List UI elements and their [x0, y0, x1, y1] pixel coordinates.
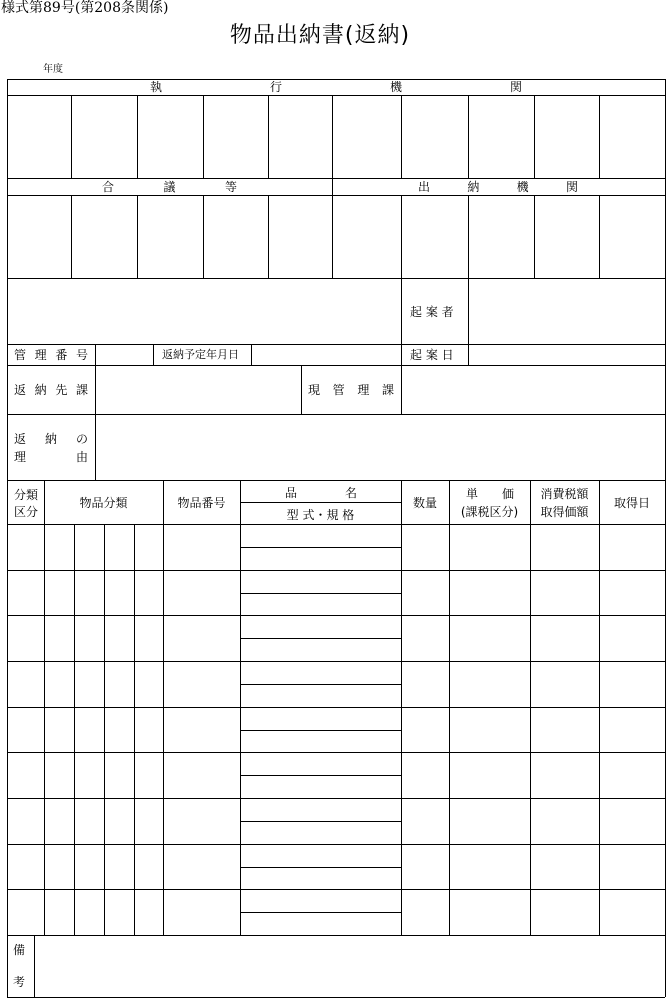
- col-unit-price-char: 価: [501, 487, 514, 501]
- executing-agency-char: 執: [150, 80, 163, 94]
- grid-line: [599, 95, 600, 178]
- table-row-split-line: [240, 638, 401, 639]
- council-char: 合: [102, 180, 115, 194]
- current-mgmt-dept-char: 理: [357, 383, 370, 397]
- management-number-label: [14, 348, 88, 362]
- disbursing-agency-char: 関: [565, 180, 578, 194]
- current-mgmt-dept-label: [308, 383, 394, 397]
- disbursing-agency-char: 機: [516, 180, 529, 194]
- management-number-char: 番: [55, 348, 68, 362]
- disbursing-agency-char: 出: [418, 180, 431, 194]
- grid-line: [7, 79, 8, 997]
- return-dept-label: [14, 383, 88, 397]
- col-item-name: [285, 486, 357, 500]
- col-category-line1: 分類: [14, 488, 39, 502]
- current-mgmt-dept-char: 課: [381, 383, 394, 397]
- scheduled-return-date-label: 返納予定年月日: [162, 348, 239, 361]
- grid-line: [7, 195, 665, 196]
- remarks-char-1: 備: [13, 943, 26, 957]
- grid-line: [599, 195, 600, 278]
- grid-line: [153, 344, 154, 365]
- return-reason-char: 理: [14, 450, 27, 464]
- grid-line: [71, 195, 72, 278]
- grid-line: [134, 524, 135, 935]
- grid-line: [401, 365, 402, 414]
- grid-line: [268, 95, 269, 178]
- fiscal-year-label: 年度: [43, 64, 63, 75]
- table-row-split-line: [240, 547, 401, 548]
- grid-line: [7, 480, 665, 481]
- table-row-line: [7, 844, 665, 845]
- grid-line: [34, 935, 35, 997]
- draft-date-label: 起 案 日: [410, 348, 454, 362]
- grid-line: [7, 344, 665, 345]
- grid-line: [301, 365, 302, 414]
- col-unit-price-char: 単: [466, 487, 479, 501]
- grid-line: [401, 95, 402, 178]
- table-row-line: [7, 889, 665, 890]
- table-row-split-line: [240, 912, 401, 913]
- col-item-name-char: 品: [285, 486, 298, 500]
- management-number-char: 管: [14, 348, 27, 362]
- current-mgmt-dept-char: 管: [332, 383, 345, 397]
- return-reason-char: 返: [14, 432, 27, 446]
- grid-line: [534, 95, 535, 178]
- col-item-name-char: 名: [344, 486, 357, 500]
- grid-line: [468, 195, 469, 278]
- grid-line: [71, 95, 72, 178]
- grid-line: [7, 178, 665, 179]
- grid-line: [95, 344, 96, 365]
- return-reason-char: の: [75, 432, 88, 446]
- table-row-line: [7, 570, 665, 571]
- council-char: 等: [224, 180, 237, 194]
- management-number-char: 理: [34, 348, 47, 362]
- grid-line: [7, 524, 665, 525]
- table-row-split-line: [240, 593, 401, 594]
- council-header: [102, 180, 237, 194]
- table-row-split-line: [240, 867, 401, 868]
- grid-line: [332, 95, 333, 178]
- executing-agency-char: 行: [269, 80, 282, 94]
- grid-line: [268, 195, 269, 278]
- col-unit-price: [466, 487, 514, 501]
- drafter-label: 起 案 者: [410, 305, 454, 319]
- council-char: 議: [163, 180, 176, 194]
- col-quantity: 数量: [412, 496, 437, 510]
- grid-line: [468, 95, 469, 178]
- executing-agency-char: 関: [509, 80, 522, 94]
- return-dept-char: 課: [75, 383, 88, 397]
- grid-line: [534, 195, 535, 278]
- grid-line: [137, 195, 138, 278]
- return-reason-label-line2: [14, 450, 88, 464]
- col-tax-line1: 消費税額: [540, 487, 589, 501]
- grid-line: [7, 365, 665, 366]
- table-row-split-line: [240, 821, 401, 822]
- table-row-line: [7, 798, 665, 799]
- grid-line: [203, 195, 204, 278]
- table-row-split-line: [240, 730, 401, 731]
- grid-line: [401, 195, 402, 278]
- grid-line: [468, 278, 469, 365]
- table-row-split-line: [240, 684, 401, 685]
- col-model-spec: 型 式・規 格: [286, 508, 355, 522]
- table-row-line: [7, 707, 665, 708]
- table-row-line: [7, 661, 665, 662]
- grid-line: [240, 502, 401, 503]
- form-number: 様式第89号(第208条関係): [1, 0, 169, 16]
- grid-line: [95, 365, 96, 480]
- management-number-char: 号: [75, 348, 88, 362]
- disbursing-agency-char: 納: [467, 180, 480, 194]
- grid-line: [203, 95, 204, 178]
- grid-line: [332, 178, 333, 278]
- table-row-line: [7, 615, 665, 616]
- current-mgmt-dept-char: 現: [308, 383, 321, 397]
- grid-line: [251, 344, 252, 365]
- disbursing-agency-header: [418, 180, 578, 194]
- return-reason-char: 納: [44, 432, 57, 446]
- grid-line: [7, 95, 665, 96]
- grid-line: [104, 524, 105, 935]
- page-title: 物品出納書(返納): [229, 23, 411, 48]
- return-dept-char: 返: [14, 383, 27, 397]
- grid-line: [7, 935, 665, 936]
- return-dept-char: 納: [34, 383, 47, 397]
- col-tax-class: (課税区分): [460, 505, 519, 519]
- table-row-split-line: [240, 775, 401, 776]
- col-item-number: 物品番号: [177, 496, 226, 510]
- col-acquired-date: 取得日: [613, 496, 650, 510]
- executing-agency-header: [150, 80, 522, 94]
- remarks-char-2: 考: [13, 975, 26, 989]
- col-item-class: 物品分類: [79, 496, 128, 510]
- table-row-line: [7, 752, 665, 753]
- return-dept-char: 先: [55, 383, 68, 397]
- grid-line: [7, 278, 665, 279]
- grid-line: [7, 414, 665, 415]
- grid-line: [74, 524, 75, 935]
- col-category-line2: 区分: [14, 505, 39, 519]
- return-reason-char: 由: [75, 450, 88, 464]
- col-tax-line2: 取得価額: [540, 505, 589, 519]
- executing-agency-char: 機: [389, 80, 402, 94]
- return-reason-label-line1: [14, 432, 88, 446]
- grid-line: [401, 278, 402, 365]
- grid-line: [137, 95, 138, 178]
